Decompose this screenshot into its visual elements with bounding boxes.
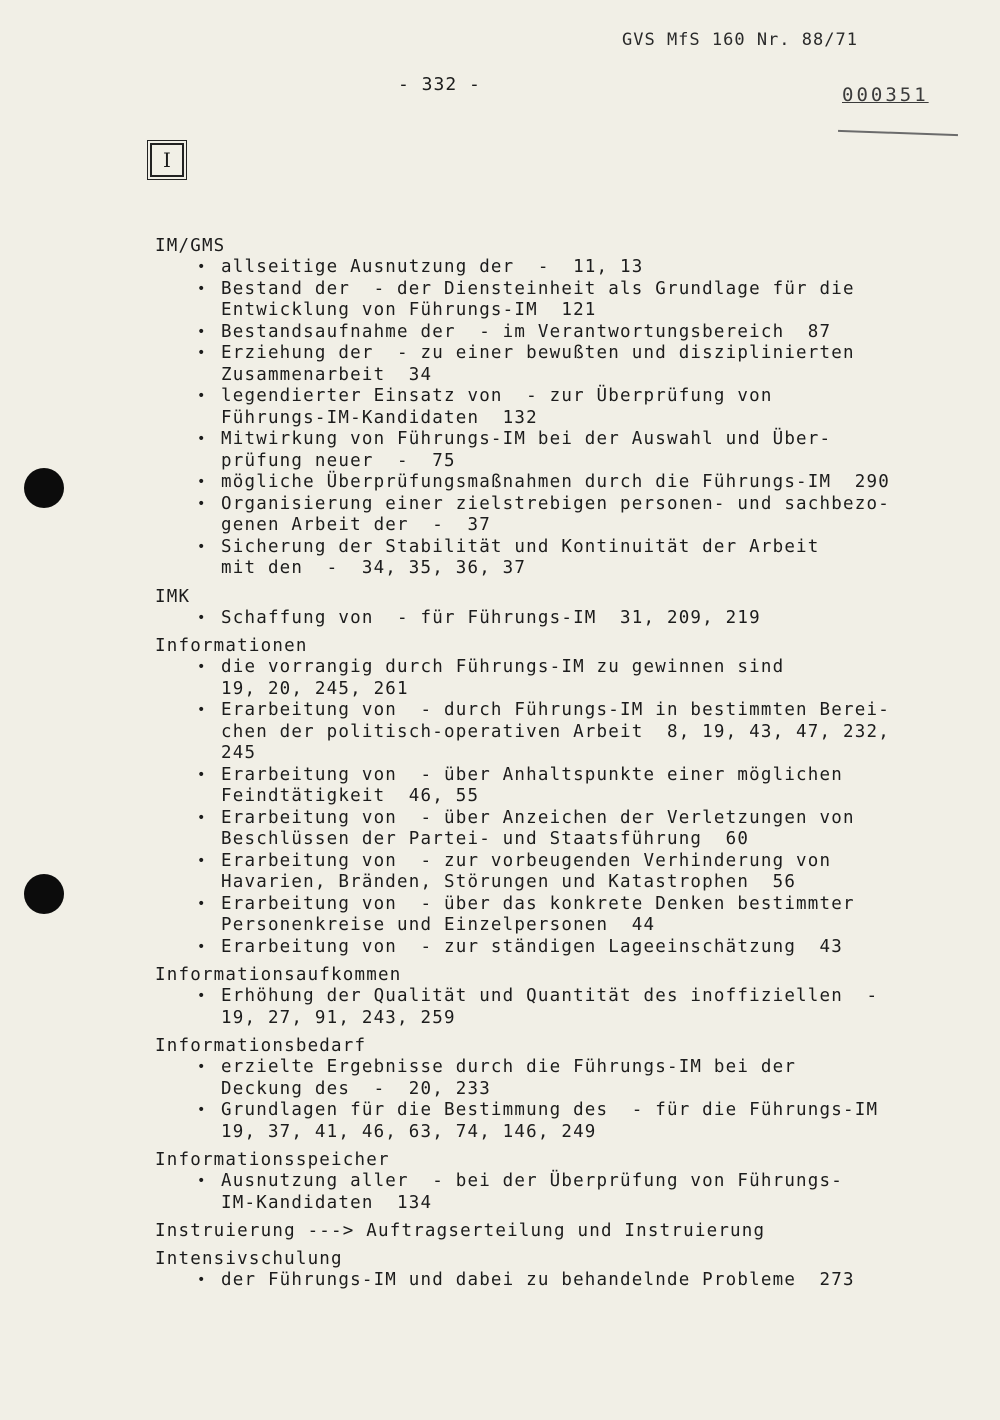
archive-stamp-number: 000351 [842,84,929,106]
index-subentry [155,279,985,322]
index-subentry [155,1171,985,1214]
index-subentry [155,851,985,894]
index-subentry [155,894,985,937]
subentry-line: • Erarbeitung von - über Anhaltspunkte einer möglichen [221,764,844,785]
index-subentry [155,429,985,472]
index-subentry [155,937,985,959]
subentry-line: • Organisierung einer zielstrebigen personen- und sachbezo- [221,493,890,514]
index-subentry [155,1057,985,1100]
subentry-line: • die vorrangig durch Führungs-IM zu gewinnen sind [221,657,785,677]
subentry-line: • Mitwirkung von Führungs-IM bei der Auswahl und Über- [221,429,832,449]
subentry-line: 19, 20, 245, 261 [221,678,409,699]
index-subentry [155,472,985,494]
index-subentry [155,1270,985,1292]
index-entry-heading: Informationen [155,636,308,656]
index-entry [155,1220,985,1242]
subentry-line: • Erziehung der - zu einer bewußten und disziplinierten [221,343,855,363]
index-subentry [155,537,985,580]
subentry-line: • Erhöhung der Qualität und Quantität des inoffiziellen - [221,986,879,1006]
subentry-line: Havarien, Bränden, Störungen und Katastrophen 56 [221,872,797,892]
index-subentry [155,608,985,630]
index-entry-heading: IM/GMS [155,236,226,256]
subentry-line: mit den - 34, 35, 36, 37 [221,558,527,578]
index-subentry [155,494,985,537]
index-entry [155,1248,985,1292]
subentry-line: • Sicherung der Stabilität und Kontinuität der Arbeit [221,536,820,557]
punch-hole-icon [24,468,64,508]
subentry-line: • Grundlagen für die Bestimmung des - für die Führungs-IM [221,1100,879,1120]
subject-index [155,235,985,1298]
subentry-line: prüfung neuer - 75 [221,450,456,471]
index-entry-heading: Informationsbedarf [155,1036,367,1056]
index-subentry [155,657,985,700]
index-entry [155,235,985,580]
subentry-line: • Bestandsaufnahme der - im Verantwortungsbereich 87 [221,321,832,342]
index-subentry [155,343,985,386]
subentry-line: Deckung des - 20, 233 [221,1078,491,1099]
document-reference: GVS MfS 160 Nr. 88/71 [622,30,858,50]
subentry-line: • Bestand der - der Diensteinheit als Grundlage für die [221,278,855,299]
index-entry-heading: Informationsaufkommen [155,965,402,985]
index-entry-heading: Instruierung ---> Auftragserteilung und Instruierung [155,1221,766,1241]
index-entry [155,1149,985,1214]
subentry-line: • Erarbeitung von - über Anzeichen der Verletzungen von [221,807,855,828]
index-subentry [155,322,985,344]
subentry-line: Personenkreise und Einzelpersonen 44 [221,915,656,935]
index-entry [155,1035,985,1143]
subentry-line: genen Arbeit der - 37 [221,515,491,535]
subentry-line: • Erarbeitung von - über das konkrete Denken bestimmter [221,893,855,914]
index-entry-heading: IMK [155,586,191,607]
subentry-line: 245 [221,743,257,763]
subentry-line: • Schaffung von - für Führungs-IM 31, 209, 219 [221,607,761,628]
index-subentry [155,257,985,279]
subentry-line: IM-Kandidaten 134 [221,1192,433,1213]
subentry-line: • Ausnutzung aller - bei der Überprüfung von Führungs- [221,1171,844,1191]
index-entry [155,964,985,1029]
index-subentry [155,1100,985,1143]
index-subentry [155,386,985,429]
section-letter-box: I [150,143,184,177]
index-subentry [155,986,985,1029]
subentry-line: 19, 27, 91, 243, 259 [221,1007,456,1028]
subentry-line: Zusammenarbeit 34 [221,364,433,385]
subentry-line: • mögliche Überprüfungsmaßnahmen durch die Führungs-IM 290 [221,472,890,492]
subentry-line: chen der politisch-operativen Arbeit 8, 19, 43, 47, 232, [221,721,890,742]
index-subentry [155,808,985,851]
subentry-line: • allseitige Ausnutzung der - 11, 13 [221,257,644,277]
page-number: - 332 - [398,74,481,95]
index-entry [155,586,985,630]
index-subentry [155,700,985,765]
index-entry [155,635,985,958]
subentry-line: Feindtätigkeit 46, 55 [221,786,480,806]
subentry-line: • legendierter Einsatz von - zur Überprüfung von [221,386,773,406]
subentry-line: Beschlüssen der Partei- und Staatsführung 60 [221,829,750,849]
subentry-line: • erzielte Ergebnisse durch die Führungs-IM bei der [221,1057,797,1077]
subentry-line: Führungs-IM-Kandidaten 132 [221,407,538,428]
subentry-line: 19, 37, 41, 46, 63, 74, 146, 249 [221,1121,597,1142]
stamp-underline [838,130,958,136]
subentry-line: • Erarbeitung von - zur ständigen Lageeinschätzung 43 [221,936,844,957]
index-entry-heading: Informationsspeicher [155,1150,390,1170]
index-entry-heading: Intensivschulung [155,1249,343,1269]
subentry-line: • Erarbeitung von - durch Führungs-IM in bestimmten Berei- [221,700,890,720]
subentry-line: • Erarbeitung von - zur vorbeugenden Verhinderung von [221,850,832,871]
subentry-line: • der Führungs-IM und dabei zu behandelnde Probleme 273 [221,1270,855,1290]
subentry-line: Entwicklung von Führungs-IM 121 [221,300,597,320]
punch-hole-icon [24,874,64,914]
index-subentry [155,765,985,808]
